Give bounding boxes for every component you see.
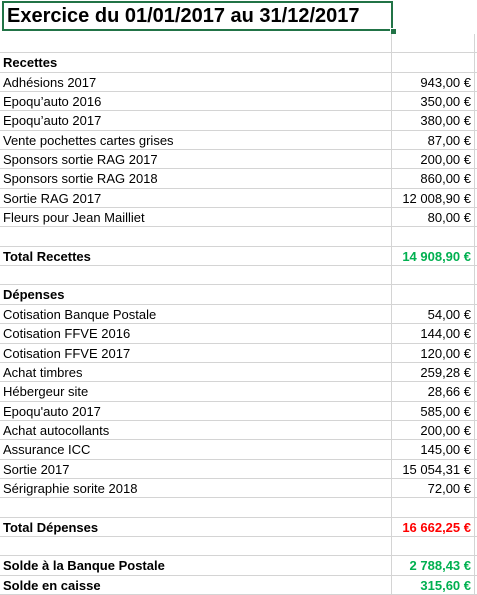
cell-label[interactable]: Cotisation FFVE 2017 <box>0 344 392 362</box>
cell-amount[interactable] <box>392 285 475 303</box>
cell-amount[interactable]: 54,00 € <box>392 305 475 323</box>
cell-amount[interactable]: 15 054,31 € <box>392 460 475 478</box>
cell-label[interactable]: Vente pochettes cartes grises <box>0 131 392 149</box>
table-row <box>0 460 477 479</box>
cell-label[interactable]: Epoqu’auto 2017 <box>0 111 392 129</box>
solde-banque-amount[interactable]: 2 788,43 € <box>392 556 475 574</box>
cell-label[interactable]: Hébergeur site <box>0 382 392 400</box>
solde-caisse-row <box>0 576 477 595</box>
cell-amount[interactable]: 145,00 € <box>392 440 475 458</box>
cell-amount[interactable]: 585,00 € <box>392 402 475 420</box>
table-row <box>0 305 477 324</box>
table-row <box>0 189 477 208</box>
cell-label[interactable]: Achat autocollants <box>0 421 392 439</box>
cell-label[interactable]: Fleurs pour Jean Mailliet <box>0 208 392 226</box>
cell-label[interactable]: Sortie RAG 2017 <box>0 189 392 207</box>
cell-amount[interactable] <box>392 227 475 245</box>
cell-label[interactable] <box>0 34 392 52</box>
cell-amount[interactable]: 80,00 € <box>392 208 475 226</box>
cell-label[interactable]: Sponsors sortie RAG 2017 <box>0 150 392 168</box>
cell-amount[interactable] <box>392 537 475 555</box>
cell-amount[interactable]: 860,00 € <box>392 169 475 187</box>
cell-label[interactable]: Cotisation FFVE 2016 <box>0 324 392 342</box>
cell-label[interactable] <box>0 227 392 245</box>
table-row <box>0 92 477 111</box>
total-recettes-row <box>0 247 477 266</box>
spacer-row <box>0 266 477 285</box>
table-row <box>0 208 477 227</box>
table-row <box>0 111 477 130</box>
cell-label[interactable] <box>0 266 392 284</box>
title-cell[interactable]: Exercice du 01/01/2017 au 31/12/2017 <box>2 1 393 31</box>
table-row <box>0 402 477 421</box>
cell-label[interactable]: Total Recettes <box>0 247 392 265</box>
cell-label[interactable]: Epoqu'auto 2017 <box>0 402 392 420</box>
spacer-row <box>0 498 477 517</box>
ledger-grid <box>0 34 477 595</box>
solde-caisse-amount[interactable]: 315,60 € <box>392 576 475 594</box>
cell-amount[interactable]: 380,00 € <box>392 111 475 129</box>
cell-label[interactable]: Solde à la Banque Postale <box>0 556 392 574</box>
spacer-row <box>0 537 477 556</box>
section-header-depenses <box>0 285 477 304</box>
cell-label[interactable]: Total Dépenses <box>0 518 392 536</box>
total-recettes-amount[interactable]: 14 908,90 € <box>392 247 475 265</box>
cell-label[interactable]: Sponsors sortie RAG 2018 <box>0 169 392 187</box>
cell-amount[interactable] <box>392 53 475 71</box>
cell-amount[interactable] <box>392 498 475 516</box>
cell-amount[interactable]: 12 008,90 € <box>392 189 475 207</box>
table-row <box>0 324 477 343</box>
cell-amount[interactable]: 87,00 € <box>392 131 475 149</box>
table-row <box>0 73 477 92</box>
spacer-row <box>0 34 477 53</box>
spacer-row <box>0 227 477 246</box>
cell-label[interactable]: Sortie 2017 <box>0 460 392 478</box>
cell-label[interactable]: Epoqu’auto 2016 <box>0 92 392 110</box>
cell-amount[interactable] <box>392 34 475 52</box>
cell-label[interactable]: Adhésions 2017 <box>0 73 392 91</box>
cell-label[interactable]: Solde en caisse <box>0 576 392 594</box>
table-row <box>0 363 477 382</box>
table-row <box>0 440 477 459</box>
section-header-recettes <box>0 53 477 72</box>
cell-amount[interactable]: 120,00 € <box>392 344 475 362</box>
total-depenses-row <box>0 518 477 537</box>
cell-amount[interactable]: 200,00 € <box>392 150 475 168</box>
table-row <box>0 131 477 150</box>
cell-amount[interactable]: 200,00 € <box>392 421 475 439</box>
cell-label[interactable]: Dépenses <box>0 285 392 303</box>
table-row <box>0 479 477 498</box>
cell-label[interactable]: Assurance ICC <box>0 440 392 458</box>
cell-label[interactable] <box>0 498 392 516</box>
cell-amount[interactable]: 350,00 € <box>392 92 475 110</box>
table-row <box>0 382 477 401</box>
table-row <box>0 421 477 440</box>
cell-amount[interactable]: 943,00 € <box>392 73 475 91</box>
solde-banque-row <box>0 556 477 575</box>
cell-amount[interactable]: 72,00 € <box>392 479 475 497</box>
cell-label[interactable] <box>0 537 392 555</box>
cell-amount[interactable]: 28,66 € <box>392 382 475 400</box>
cell-label[interactable]: Recettes <box>0 53 392 71</box>
cell-label[interactable]: Cotisation Banque Postale <box>0 305 392 323</box>
total-depenses-amount[interactable]: 16 662,25 € <box>392 518 475 536</box>
cell-amount[interactable] <box>392 266 475 284</box>
cell-label[interactable]: Sérigraphie sorite 2018 <box>0 479 392 497</box>
cell-amount[interactable]: 259,28 € <box>392 363 475 381</box>
table-row <box>0 169 477 188</box>
table-row <box>0 344 477 363</box>
cell-amount[interactable]: 144,00 € <box>392 324 475 342</box>
table-row <box>0 150 477 169</box>
cell-label[interactable]: Achat timbres <box>0 363 392 381</box>
